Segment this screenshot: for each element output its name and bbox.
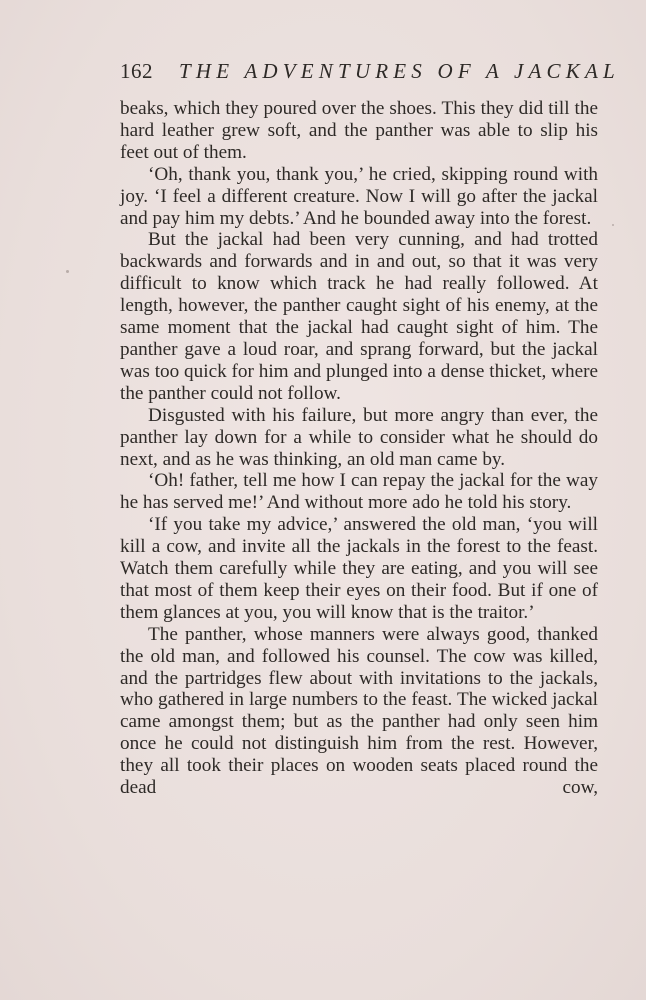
running-title: THE ADVENTURES OF A JACKAL xyxy=(179,59,620,83)
paragraph: beaks, which they poured over the shoes. This they did till the hard leather grew soft, and the panther was able to slip his feet out of them. xyxy=(120,98,598,163)
paragraph: But the jackal had been very cunning, and had trotted backwards and forwards and in and out, so that it was very difficult to know which track he had really followed. At length, however, the panther caught sight of his enemy, at the same moment that the jackal had caught sight of him. The panther gave a loud roar, and sprang forward, but the jackal was too quick for him and plunged into a dense thicket, where the panther could not follow. xyxy=(120,229,598,404)
paragraph: ‘Oh! father, tell me how I can repay the jackal for the way he has served me!’ And without more ado he told his story. xyxy=(120,470,598,514)
paragraph: ‘If you take my advice,’ answered the old man, ‘you will kill a cow, and invite all the jackals in the forest to the feast. Watch them carefully while they are eating, and you will see that most of them keep their eyes on their food. But if one of them glances at you, you will know that is the traitor.’ xyxy=(120,514,598,623)
body-text xyxy=(120,98,598,799)
paper-speck xyxy=(66,270,69,273)
page-number: 162 xyxy=(120,59,153,83)
paragraph: Disgusted with his failure, but more angry than ever, the panther lay down for a while to consider what he should do next, and as he was thinking, an old man came by. xyxy=(120,404,598,470)
paragraph: The panther, whose manners were always good, thanked the old man, and followed his counsel. The cow was killed, and the partridges flew about with invitations to the jackals, who gathered in large numbers to the feast. The wicked jackal came amongst them; but as the panther had only seen him once he could not distinguish him from the rest. However, they all took their places on wooden seats placed round the dead cow, xyxy=(120,623,598,799)
paragraph: ‘Oh, thank you, thank you,’ he cried, skipping round with joy. ‘I feel a different creature. Now I will go after the jackal and pay him my debts.’ And he bounded away into the forest. xyxy=(120,163,598,229)
paper-speck xyxy=(612,224,614,226)
running-header xyxy=(120,56,620,86)
